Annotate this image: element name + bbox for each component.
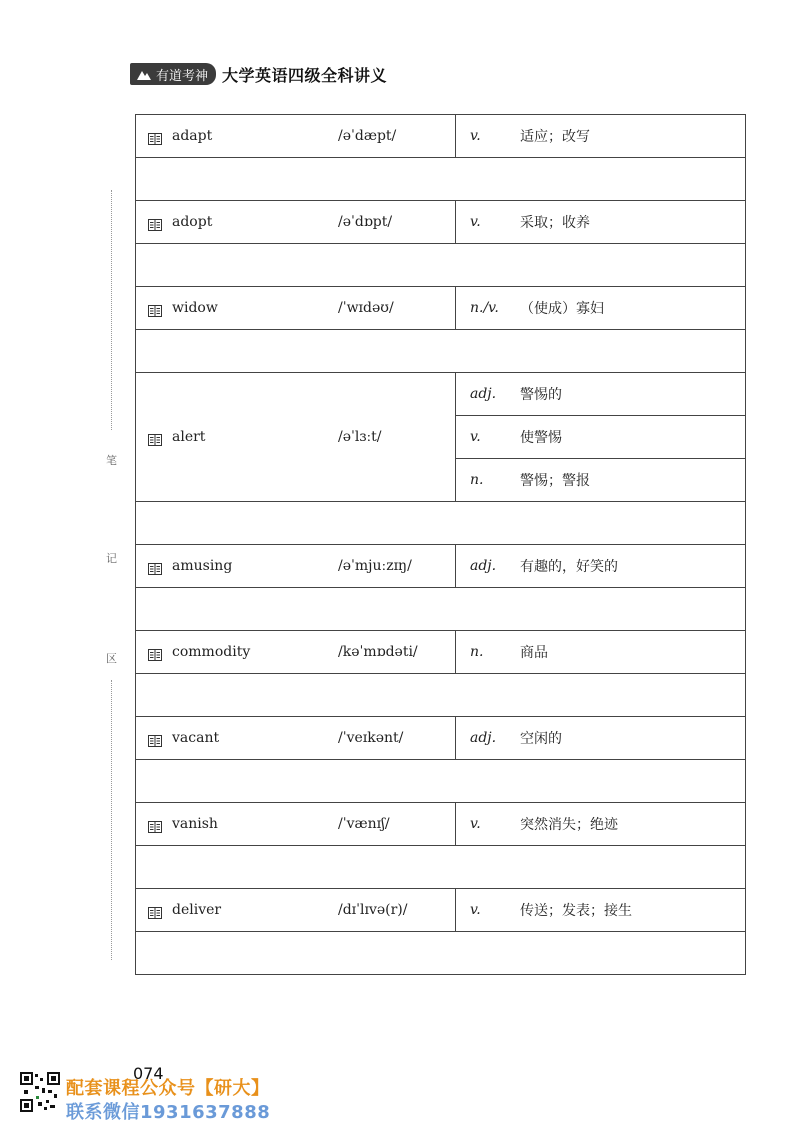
definition-cell [456,115,746,158]
vocab-word: widow [172,300,218,316]
phonetic: /əˈmjuːzɪŋ/ [338,558,412,574]
vocab-word: alert [172,429,206,445]
notes-divider-top [111,190,112,430]
notes-row [136,932,746,975]
part-of-speech: v. [470,816,481,832]
definition-cell [456,201,746,244]
vocab-row [136,803,746,846]
vocab-word: amusing [172,558,233,574]
definition: 有趣的，好笑的 [520,559,618,575]
publisher-logo [130,63,216,85]
word-cell [136,545,456,588]
vocab-word: commodity [172,644,251,660]
phonetic: /ˈveɪkənt/ [338,730,404,746]
notes-row [136,502,746,545]
definition-cell [456,889,746,932]
definition: 警惕；警报 [520,473,590,489]
book-icon [148,302,162,314]
notes-row [136,330,746,373]
definition: 使警惕 [520,430,562,446]
vocab-word: adopt [172,214,213,230]
page-number: 074 [133,1064,164,1083]
part-of-speech: v. [470,429,481,445]
qr-code-icon [20,1072,60,1112]
notes-row [136,846,746,889]
notes-row [136,674,746,717]
definition: 商品 [520,645,548,661]
book-icon [148,904,162,916]
definition: 适应；改写 [520,129,590,145]
phonetic: /əˈlɜːt/ [338,429,382,445]
part-of-speech: n. [470,472,484,488]
word-cell [136,631,456,674]
word-cell [136,803,456,846]
word-cell [136,373,456,502]
page-header [130,62,387,86]
vocab-row [136,631,746,674]
part-of-speech: v. [470,128,481,144]
notes-row [136,588,746,631]
book-icon [148,431,162,443]
book-icon [148,818,162,830]
blank-notes-cell [136,244,746,287]
phonetic: /kəˈmɒdəti/ [338,644,418,660]
phonetic: /ˈvænɪʃ/ [338,816,390,832]
phonetic: /əˈdæpt/ [338,128,397,144]
vocab-row [136,545,746,588]
word-cell [136,115,456,158]
blank-notes-cell [136,846,746,889]
vocab-row [136,115,746,158]
vocab-word: adapt [172,128,213,144]
vocab-word: vanish [172,816,218,832]
book-icon [148,732,162,744]
notes-label-char-3: 区 [106,652,117,665]
definition: 突然消失；绝迹 [520,817,618,833]
definition-cell [456,373,746,416]
blank-notes-cell [136,588,746,631]
part-of-speech: n. [470,644,484,660]
definition: （使成）寡妇 [520,301,604,317]
vocab-word: deliver [172,902,222,918]
definition: 采取；收养 [520,215,590,231]
vocabulary-table [135,114,746,975]
blank-notes-cell [136,158,746,201]
book-icon [148,560,162,572]
definition-cell [456,416,746,459]
book-icon [148,130,162,142]
definition-cell [456,803,746,846]
word-cell [136,889,456,932]
phonetic: /əˈdɒpt/ [338,214,393,230]
word-cell [136,287,456,330]
definition-cell [456,459,746,502]
notes-row [136,158,746,201]
vocab-row [136,717,746,760]
vocab-row [136,373,746,416]
part-of-speech: v. [470,214,481,230]
word-cell [136,201,456,244]
definition: 传送；发表；接生 [520,903,632,919]
notes-row [136,760,746,803]
blank-notes-cell [136,760,746,803]
logo-text: 有道考神 [156,68,209,84]
definition-cell [456,631,746,674]
blank-notes-cell [136,932,746,975]
mountain-icon [136,67,152,81]
definition-cell [456,717,746,760]
book-title: 大学英语四级全科讲义 [222,65,388,85]
book-icon [148,216,162,228]
definition-cell [456,545,746,588]
vocab-row [136,889,746,932]
promo-line-2: 联系微信1931637888 [66,1102,271,1123]
notes-row [136,244,746,287]
vocab-row [136,201,746,244]
notes-divider-bottom [111,680,112,960]
book-icon [148,646,162,658]
blank-notes-cell [136,502,746,545]
part-of-speech: adj. [470,558,497,574]
vocab-row [136,287,746,330]
notes-label-char-2: 记 [106,552,117,565]
part-of-speech: v. [470,902,481,918]
blank-notes-cell [136,330,746,373]
part-of-speech: adj. [470,386,497,402]
definition-cell [456,287,746,330]
phonetic: /dɪˈlɪvə(r)/ [338,902,408,918]
definition: 空闲的 [520,731,562,747]
notes-label-char-1: 笔 [106,454,117,467]
blank-notes-cell [136,674,746,717]
definition: 警惕的 [520,387,562,403]
part-of-speech: n./v. [470,300,499,316]
word-cell [136,717,456,760]
vocab-word: vacant [172,730,220,746]
promo-line-1: 配套课程公众号【研大】 [66,1078,270,1099]
part-of-speech: adj. [470,730,497,746]
phonetic: /ˈwɪdəʊ/ [338,300,394,316]
